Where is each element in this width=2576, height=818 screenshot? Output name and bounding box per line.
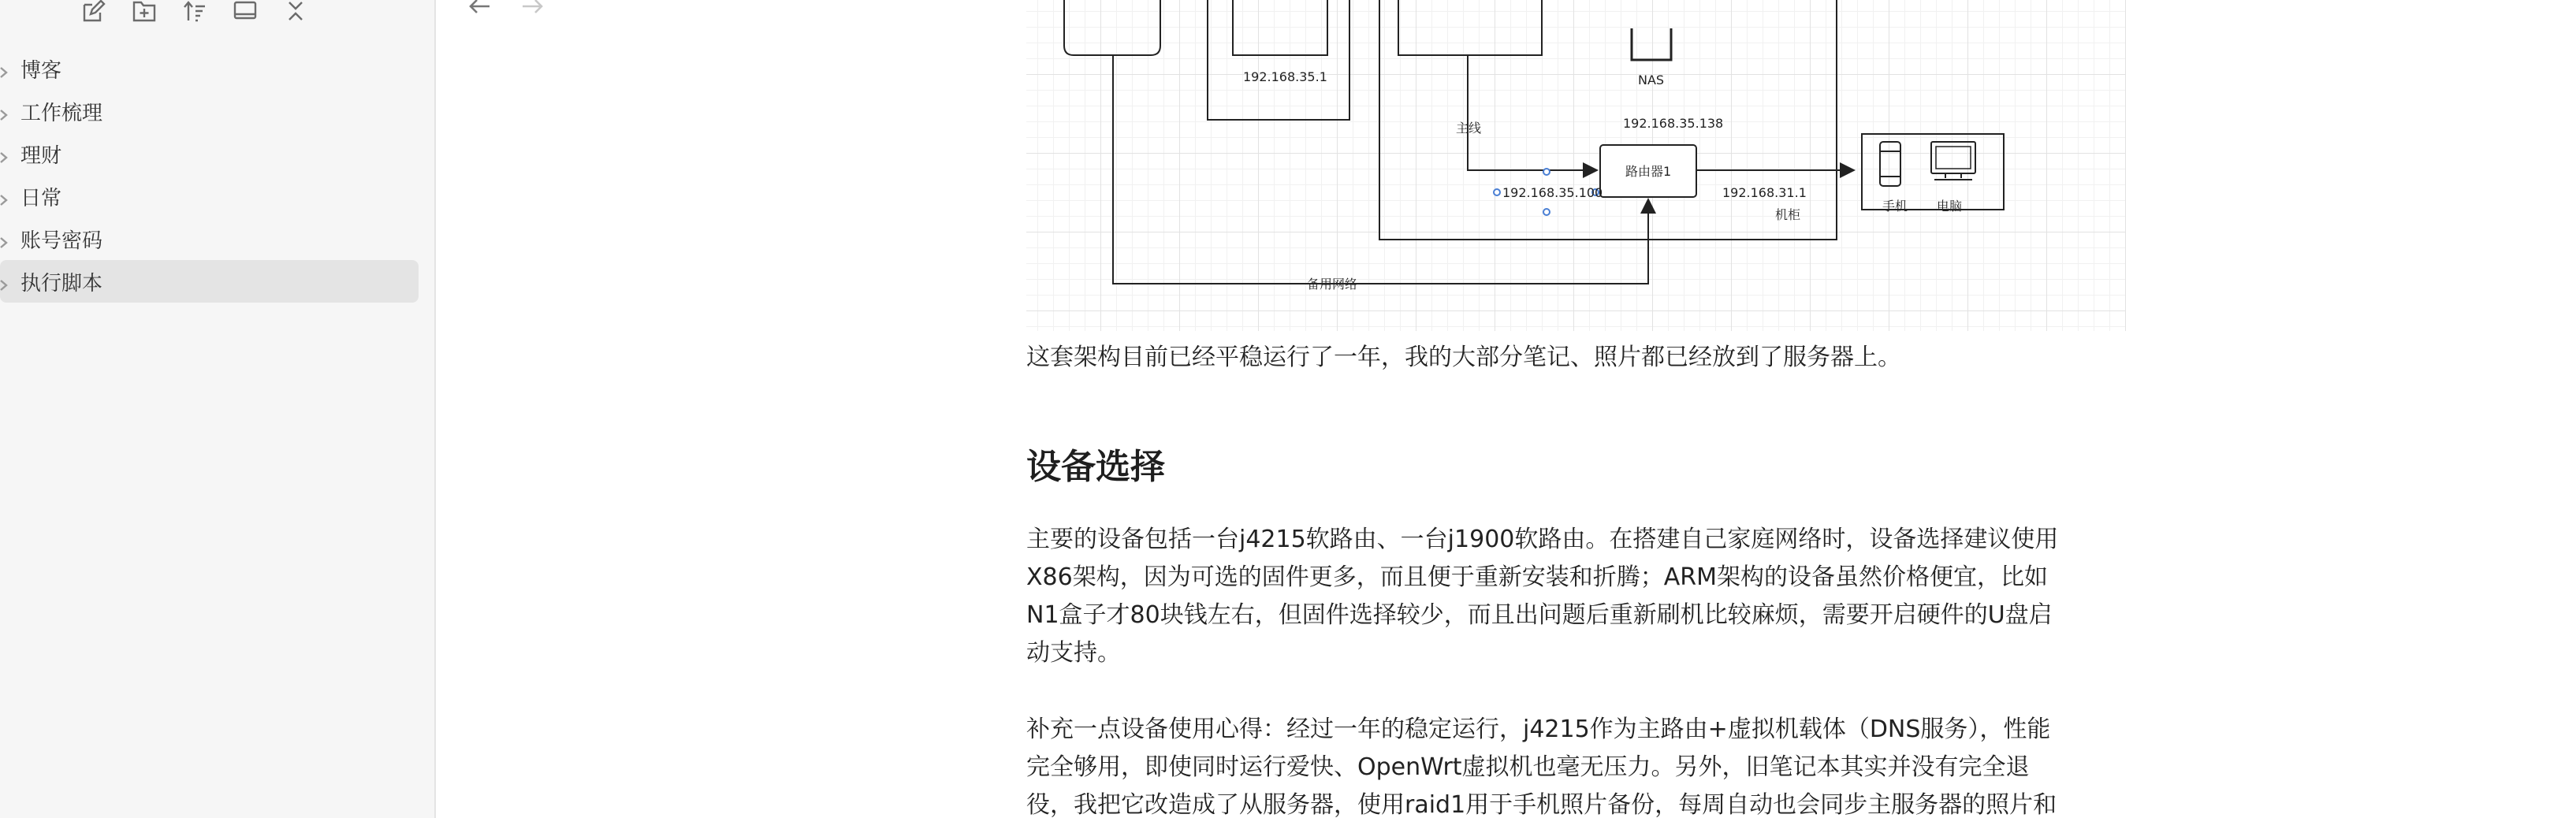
phone-icon [1880,142,1900,186]
paragraph-line: 完全够用，即使同时运行爱快、OpenWrt虚拟机也毫无压力。另外，旧笔记本其实并没有完全退 [1026,753,2030,781]
computer-icon-screen [1936,147,1971,169]
paragraph-line: X86架构，因为可选的固件更多，而且便于重新安装和折腾；ARM架构的设备虽然价格便宜，比如 [1026,563,2048,591]
tree-folder-work[interactable] [0,90,419,132]
section-heading: 设备选择 [1026,447,1165,487]
chevron-right-icon [0,232,9,246]
tree-folder-finance[interactable] [0,132,419,175]
history-navigation [467,0,548,19]
diagram-label-ip-35-138: 192.168.35.138 [1623,116,1724,131]
diagram-label-nas: NAS [1638,73,1665,87]
sort-icon[interactable] [180,0,210,24]
diagram-label-ip-35-100: 192.168.35.100 [1502,185,1603,200]
paragraph [1026,711,2126,818]
selection-handle[interactable] [1543,209,1550,215]
nas-icon [1632,28,1671,60]
paragraph-line: 动支持。 [1026,639,1121,667]
chevron-right-icon [0,61,9,76]
diagram-label-main-line: 主线 [1456,121,1482,136]
diagram-node-top-left [1064,0,1160,55]
file-explorer-sidebar [0,0,436,818]
tree-folder-blog[interactable] [0,47,419,90]
tree-folder-daily[interactable] [0,175,419,218]
forward-arrow-icon[interactable] [519,0,548,19]
network-diagram [1026,0,2126,331]
new-note-icon[interactable] [79,0,109,24]
chevron-right-icon [0,147,9,161]
tree-folder-label: 理财 [20,143,62,168]
selection-handle[interactable] [1494,189,1500,195]
tree-folder-accounts[interactable] [0,218,419,260]
phone-icon-detail [1880,151,1900,177]
toggle-view-icon[interactable] [230,0,260,24]
chevron-right-icon [0,274,9,288]
diagram-cabinet-box [1379,0,1837,240]
diagram-label-router1: 路由器1 [1625,164,1672,179]
paragraph-line: 主要的设备包括一台j4215软路由、一台j1900软路由。在搭建自己家庭网络时，设备选择建议使用 [1026,526,2059,553]
diagram-label-ip-35-1: 192.168.35.1 [1243,69,1327,84]
chevron-right-icon [0,104,9,118]
tree-folder-label: 博客 [20,58,62,83]
diagram-label-cabinet: 机柜 [1775,207,1801,222]
tree-folder-label: 工作梳理 [20,101,103,125]
tree-folder-label: 账号密码 [20,229,103,253]
diagram-node-upper-router-inner [1233,0,1327,55]
diagram-label-ip-31-1: 192.168.31.1 [1722,185,1807,200]
paragraph-line: N1盒子才80块钱左右，但固件选择较少，而且出问题后重新刷机比较麻烦，需要开启硬件的U盘启 [1026,601,2053,629]
tree-folder-scripts[interactable] [0,260,419,303]
network-diagram-svg [1026,0,2126,331]
diagram-label-phone: 手机 [1882,199,1908,214]
paragraph: 这套架构目前已经平稳运行了一年，我的大部分笔记、照片都已经放到了服务器上。 [1026,344,1901,371]
diagram-edge-main-line [1468,55,1597,170]
sidebar-toolbar [79,0,311,27]
chevron-right-icon [0,189,9,203]
selection-handle[interactable] [1543,169,1550,175]
paragraph-line: 役，我把它改造成了从服务器，使用raid1用于手机照片备份，每周自动也会同步主服务器的照片和 [1026,791,2057,818]
paragraph-line: 补充一点设备使用心得：经过一年的稳定运行，j4215作为主路由+虚拟机载体（DNS服务），性能 [1026,716,2051,743]
diagram-label-backup-network: 备用网络 [1307,277,1358,292]
tree-folder-label: 执行脚本 [20,271,103,296]
folder-tree [0,47,436,303]
tree-folder-label: 日常 [20,186,62,210]
paragraph [1026,521,2126,672]
new-folder-icon[interactable] [129,0,159,24]
diagram-node-inner-top [1398,0,1542,55]
back-arrow-icon[interactable] [467,0,496,19]
collapse-icon[interactable] [281,0,311,24]
diagram-label-computer: 电脑 [1937,199,1963,214]
computer-icon-base [1934,173,1972,180]
